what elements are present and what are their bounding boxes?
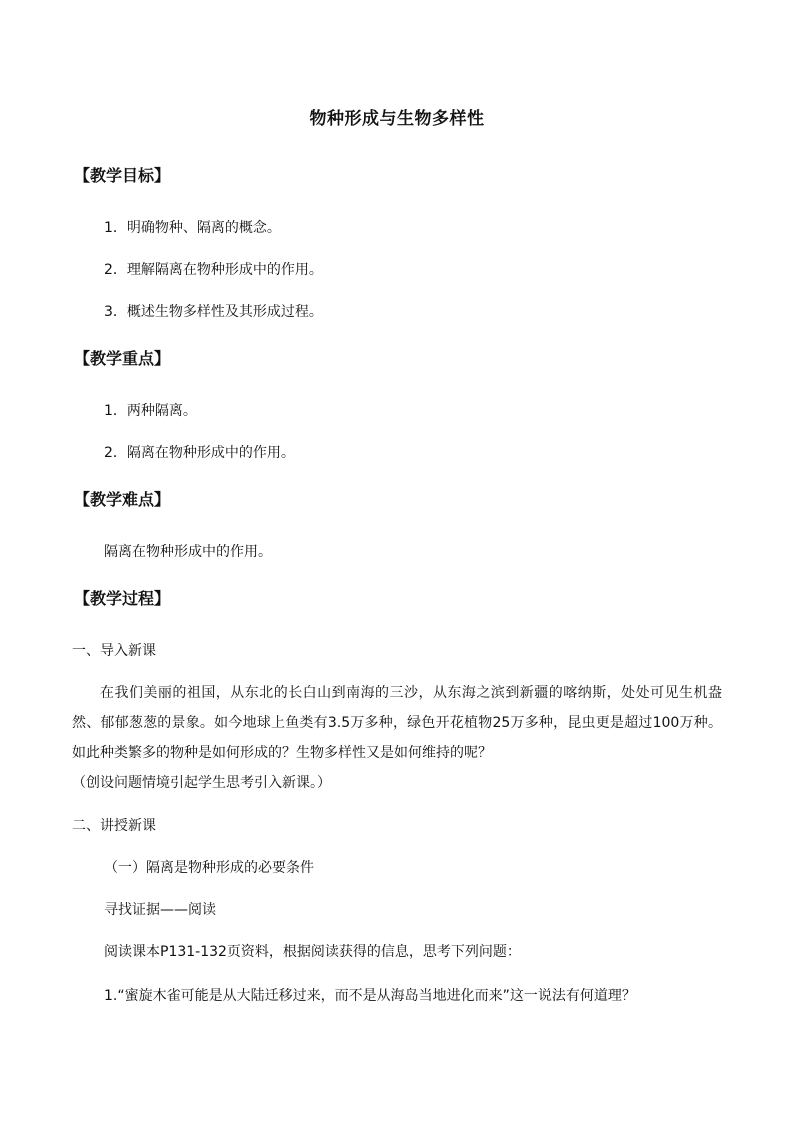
part1-title: 一、导入新课 <box>72 643 156 659</box>
process-heading: 【教学过程】 <box>74 589 171 608</box>
difficulties-heading: 【教学难点】 <box>74 490 171 509</box>
evidence-title: 寻找证据——阅读 <box>104 902 216 918</box>
objective-item-1: 1．明确物种、隔离的概念。 <box>104 220 281 236</box>
intro-paragraph <box>72 678 722 798</box>
objectives-heading: 【教学目标】 <box>74 166 171 185</box>
objective-item-3: 3．概述生物多样性及其形成过程。 <box>104 304 323 320</box>
question-1: 1.“蜜旋木雀可能是从大陆迁移过来，而不是从海岛当地进化而来”这一说法有何道理？ <box>104 988 636 1004</box>
intro-note: （创设问题情境引起学生思考引入新课。） <box>72 775 331 791</box>
document-title: 物种形成与生物多样性 <box>309 109 485 129</box>
key-point-item-2: 2．隔离在物种形成中的作用。 <box>104 445 295 461</box>
key-point-item-1: 1．两种隔离。 <box>104 403 197 419</box>
intro-paragraph-text: 在我们美丽的祖国，从东北的长白山到南海的三沙，从东海之滨到新疆的喀纳斯，处处可见生机盎然、郁郁葱葱的景象。如今地球上鱼类有3.5万多种，绿色开花植物25万多种，昆虫更是超过100万种。如此种类繁多的物种是如何形成的？生物多样性又是如何维持的呢？ <box>72 685 722 761</box>
objective-item-2: 2．理解隔离在物种形成中的作用。 <box>104 262 323 278</box>
part2-title: 二、讲授新课 <box>72 818 156 834</box>
difficulty-text: 隔离在物种形成中的作用。 <box>104 544 272 560</box>
key-points-heading: 【教学重点】 <box>74 349 171 368</box>
reading-instruction: 阅读课本P131-132页资料，根据阅读获得的信息，思考下列问题： <box>104 944 521 960</box>
subsection1-title: （一）隔离是物种形成的必要条件 <box>104 860 314 876</box>
